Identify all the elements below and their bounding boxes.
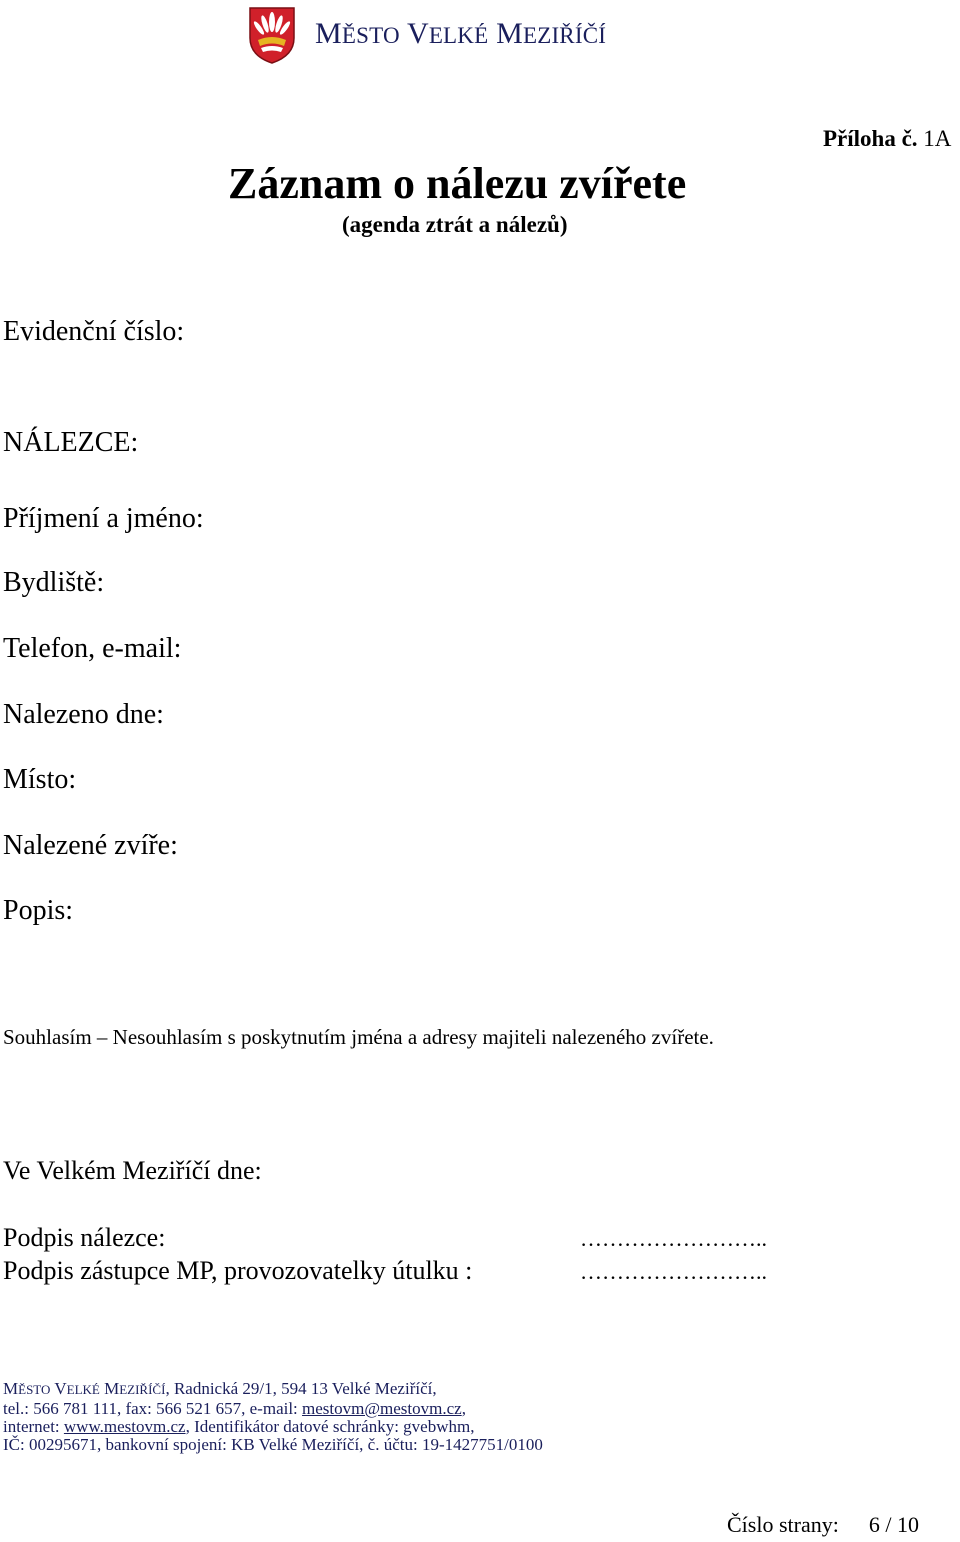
footer-address: MĚSTO VELKÉ MEZIŘÍČÍ, Radnická 29/1, 594 13 Velké Meziříčí, bbox=[3, 1379, 437, 1398]
page-number: Číslo strany: 6 / 10 bbox=[727, 1512, 919, 1537]
coat-of-arms-icon bbox=[248, 6, 296, 64]
document-subtitle: (agenda ztrát a nálezů) bbox=[342, 212, 568, 237]
evidence-number-label: Evidenční číslo: bbox=[3, 316, 185, 347]
footer-contact: tel.: 566 781 111, fax: 566 521 657, e-mail: mestovm@mestovm.cz, bbox=[3, 1399, 466, 1418]
website-link[interactable]: www.mestovm.cz bbox=[63, 1417, 186, 1436]
address-label: Bydliště: bbox=[3, 567, 105, 598]
city-date-label: Ve Velkém Meziříčí dne: bbox=[3, 1156, 262, 1185]
email-link[interactable]: mestovm@mestovm.cz bbox=[302, 1399, 462, 1418]
place-label: Místo: bbox=[3, 764, 77, 795]
footer-internet: internet: www.mestovm.cz, Identifikátor datové schránky: gvebwhm, bbox=[3, 1417, 475, 1436]
mp-signature-line: …………………….. bbox=[580, 1259, 767, 1284]
finder-signature-line: …………………….. bbox=[580, 1226, 767, 1251]
finder-signature-label: Podpis nálezce: bbox=[3, 1223, 166, 1252]
found-date-label: Nalezeno dne: bbox=[3, 699, 164, 730]
description-label: Popis: bbox=[3, 895, 74, 926]
finder-heading: NÁLEZCE: bbox=[3, 427, 139, 458]
found-animal-label: Nalezené zvíře: bbox=[3, 830, 178, 861]
mp-signature-label: Podpis zástupce MP, provozovatelky útulku : bbox=[3, 1256, 473, 1285]
document-title: Záznam o nálezu zvířete bbox=[228, 159, 687, 208]
footer-bank: IČ: 00295671, bankovní spojení: KB Velké Meziříčí, č. účtu: 19-1427751/0100 bbox=[3, 1435, 543, 1454]
annex-label: Příloha č. 1A bbox=[823, 126, 952, 151]
phone-email-label: Telefon, e-mail: bbox=[3, 633, 182, 664]
consent-statement: Souhlasím – Nesouhlasím s poskytnutím jména a adresy majiteli nalezeného zvířete. bbox=[3, 1025, 714, 1049]
name-label: Příjmení a jméno: bbox=[3, 503, 204, 534]
town-name: MĚSTO VELKÉ MEZIŘÍČÍ bbox=[315, 17, 607, 50]
